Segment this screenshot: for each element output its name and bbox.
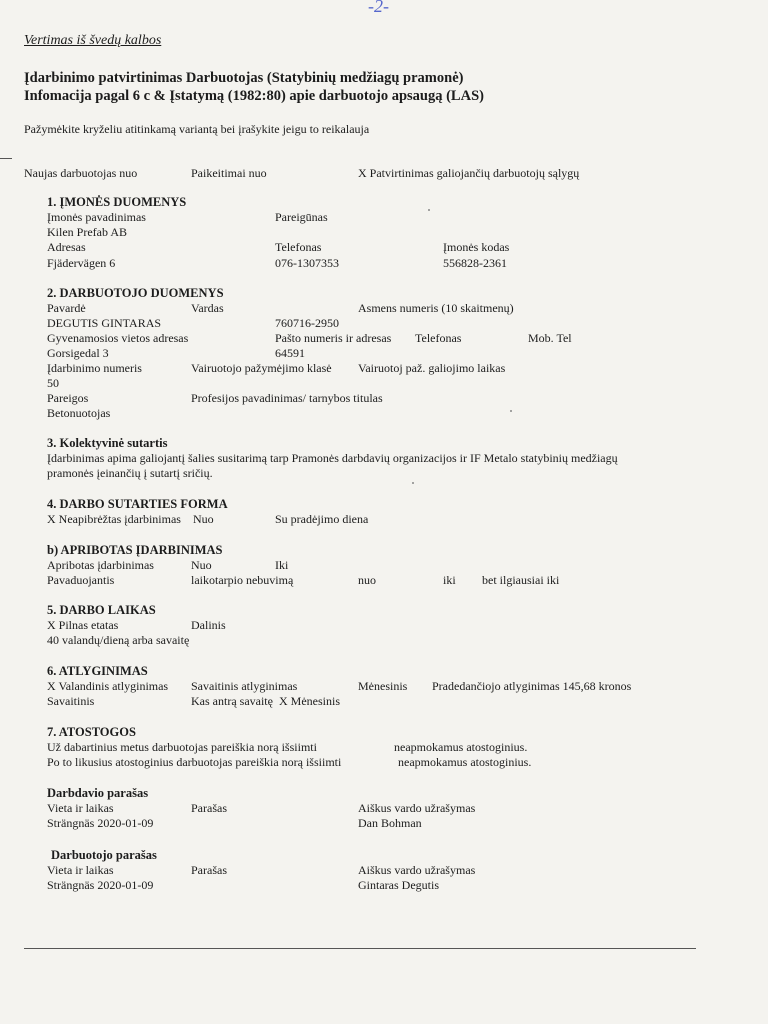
- officials-label: Pareigūnas: [275, 210, 328, 224]
- employee-clear-name-label: Aiškus vardo užrašymas: [358, 863, 476, 877]
- vacation-line-1: Už dabartinius metus darbuotojas pareiškia norą išsiimti: [47, 740, 317, 754]
- scan-speck: [510, 410, 512, 412]
- indefinite-employment: X Neapibrėžtas įdarbinimas: [47, 512, 181, 526]
- monthly-pay-option: X Mėnesinis: [279, 694, 340, 708]
- status-changes: Paikeitimai nuo: [191, 166, 267, 180]
- absence-until-label: iki: [443, 573, 456, 587]
- status-confirmation: X Patvirtinimas galiojančių darbuotojų sąlygų: [358, 166, 580, 180]
- status-new-employee: Naujas darbuotojas nuo: [24, 166, 138, 180]
- personal-id-value: 760716-2950: [275, 316, 339, 330]
- substitute-label: Pavaduojantis: [47, 573, 115, 587]
- surname-label: Pavardė: [47, 301, 86, 315]
- part-time-option: Dalinis: [191, 618, 226, 632]
- employee-signature-heading: Darbuotojo parašas: [51, 848, 157, 862]
- company-name-value: Kilen Prefab AB: [47, 225, 127, 239]
- section-3-heading: 3. Kolektyvinė sutartis: [47, 436, 168, 450]
- address-value: Fjädervägen 6: [47, 256, 116, 270]
- employment-number-label: Įdarbinimo numeris: [47, 361, 142, 375]
- firstname-label: Vardas: [191, 301, 224, 315]
- weekly-wage-option: Savaitinis atlyginimas: [191, 679, 298, 693]
- absence-label: laikotarpio nebuvimą: [191, 573, 294, 587]
- company-code-label: Įmonės kodas: [443, 240, 510, 254]
- employer-place-value: Strängnäs 2020-01-09: [47, 816, 154, 830]
- page-number-mark: -2-: [368, 0, 389, 16]
- contract-from-label: Nuo: [193, 512, 214, 526]
- contract-start-value: Su pradėjimo diena: [275, 512, 369, 526]
- section-4-heading: 4. DARBO SUTARTIES FORMA: [47, 497, 228, 511]
- footer-rule: [24, 948, 696, 949]
- limited-from-label: Nuo: [191, 558, 212, 572]
- employee-place-value: Strängnäs 2020-01-09: [47, 878, 154, 892]
- monthly-wage-option: Mėnesinis: [358, 679, 408, 693]
- document-title: Įdarbinimo patvirtinimas Darbuotojas (Statybinių medžiagų pramonė): [24, 70, 464, 86]
- scan-speck: [428, 209, 430, 211]
- employer-signature-label: Parašas: [191, 801, 227, 815]
- employer-signature-heading: Darbdavio parašas: [47, 786, 149, 800]
- working-hours-value: 40 valandų/dieną arba savaitę: [47, 633, 190, 647]
- max-until-label: bet ilgiausiai iki: [482, 573, 560, 587]
- hourly-wage-option: X Valandinis atlyginimas: [47, 679, 169, 693]
- employee-place-label: Vieta ir laikas: [47, 863, 114, 877]
- limited-employment-label: Apribotas įdarbinimas: [47, 558, 154, 572]
- section-2-heading: 2. DARBUOTOJO DUOMENYS: [47, 286, 224, 300]
- limited-until-label: Iki: [275, 558, 289, 572]
- section-6-heading: 6. ATLYGINIMAS: [47, 664, 148, 678]
- margin-mark: [0, 158, 12, 159]
- license-class-label: Vairuotojo pažymėjimo klasė: [191, 361, 332, 375]
- absence-from-label: nuo: [358, 573, 376, 587]
- personal-id-label: Asmens numeris (10 skaitmenų): [358, 301, 514, 315]
- license-validity-label: Vairuotoj paž. galiojimo laikas: [358, 361, 506, 375]
- employee-name-value: Gintaras Degutis: [358, 878, 439, 892]
- residence-label: Gyvenamosios vietos adresas: [47, 331, 189, 345]
- employer-place-label: Vieta ir laikas: [47, 801, 114, 815]
- vacation-line-1-end: neapmokamus atostoginius.: [394, 740, 528, 754]
- postal-value: 64591: [275, 346, 305, 360]
- employee-phone-label: Telefonas: [415, 331, 462, 345]
- mobile-label: Mob. Tel: [528, 331, 572, 345]
- starting-wage-value: Pradedančiojo atlyginimas 145,68 kronos: [432, 679, 632, 693]
- position-label: Pareigos: [47, 391, 89, 405]
- employment-number-value: 50: [47, 376, 59, 390]
- agreement-line-1: Įdarbinimas apima galiojantį šalies susitarimą tarp Pramonės darbdavių organizacijos ir IF Metalo statybinių medžiagų: [47, 451, 618, 465]
- employee-name-value: DEGUTIS GINTARAS: [47, 316, 162, 330]
- section-b-heading: b) APRIBOTAS ĮDARBINIMAS: [47, 543, 223, 557]
- vacation-line-2-end: neapmokamus atostoginius.: [398, 755, 532, 769]
- translation-note: Vertimas iš švedų kalbos: [24, 33, 162, 48]
- scan-speck: [412, 482, 414, 484]
- section-7-heading: 7. ATOSTOGOS: [47, 725, 136, 739]
- employee-signature-label: Parašas: [191, 863, 227, 877]
- weekly-pay-option: Savaitinis: [47, 694, 95, 708]
- full-time-option: X Pilnas etatas: [47, 618, 119, 632]
- profession-label: Profesijos pavadinimas/ tarnybos titulas: [191, 391, 383, 405]
- employer-clear-name-label: Aiškus vardo užrašymas: [358, 801, 476, 815]
- biweekly-pay-option: Kas antrą savaitę: [191, 694, 273, 708]
- company-phone-label: Telefonas: [275, 240, 322, 254]
- section-5-heading: 5. DARBO LAIKAS: [47, 603, 156, 617]
- company-name-label: Įmonės pavadinimas: [47, 210, 146, 224]
- instruction-text: Pažymėkite kryželiu atitinkamą variantą bei įrašykite jeigu to reikalauja: [24, 122, 370, 136]
- company-phone-value: 076-1307353: [275, 256, 339, 270]
- employer-name-value: Dan Bohman: [358, 816, 422, 830]
- company-code-value: 556828-2361: [443, 256, 507, 270]
- vacation-line-2: Po to likusius atostoginius darbuotojas pareiškia norą išsiimti: [47, 755, 342, 769]
- residence-value: Gorsigedal 3: [47, 346, 109, 360]
- section-1-heading: 1. ĮMONĖS DUOMENYS: [47, 195, 187, 209]
- address-label: Adresas: [47, 240, 86, 254]
- position-value: Betonuotojas: [47, 406, 111, 420]
- document-subtitle: Infomacija pagal 6 c & Įstatymą (1982:80) apie darbuotojo apsaugą (LAS): [24, 88, 484, 104]
- postal-label: Pašto numeris ir adresas: [275, 331, 392, 345]
- agreement-line-2: pramonės įeinančių į sutartį sričių.: [47, 466, 213, 480]
